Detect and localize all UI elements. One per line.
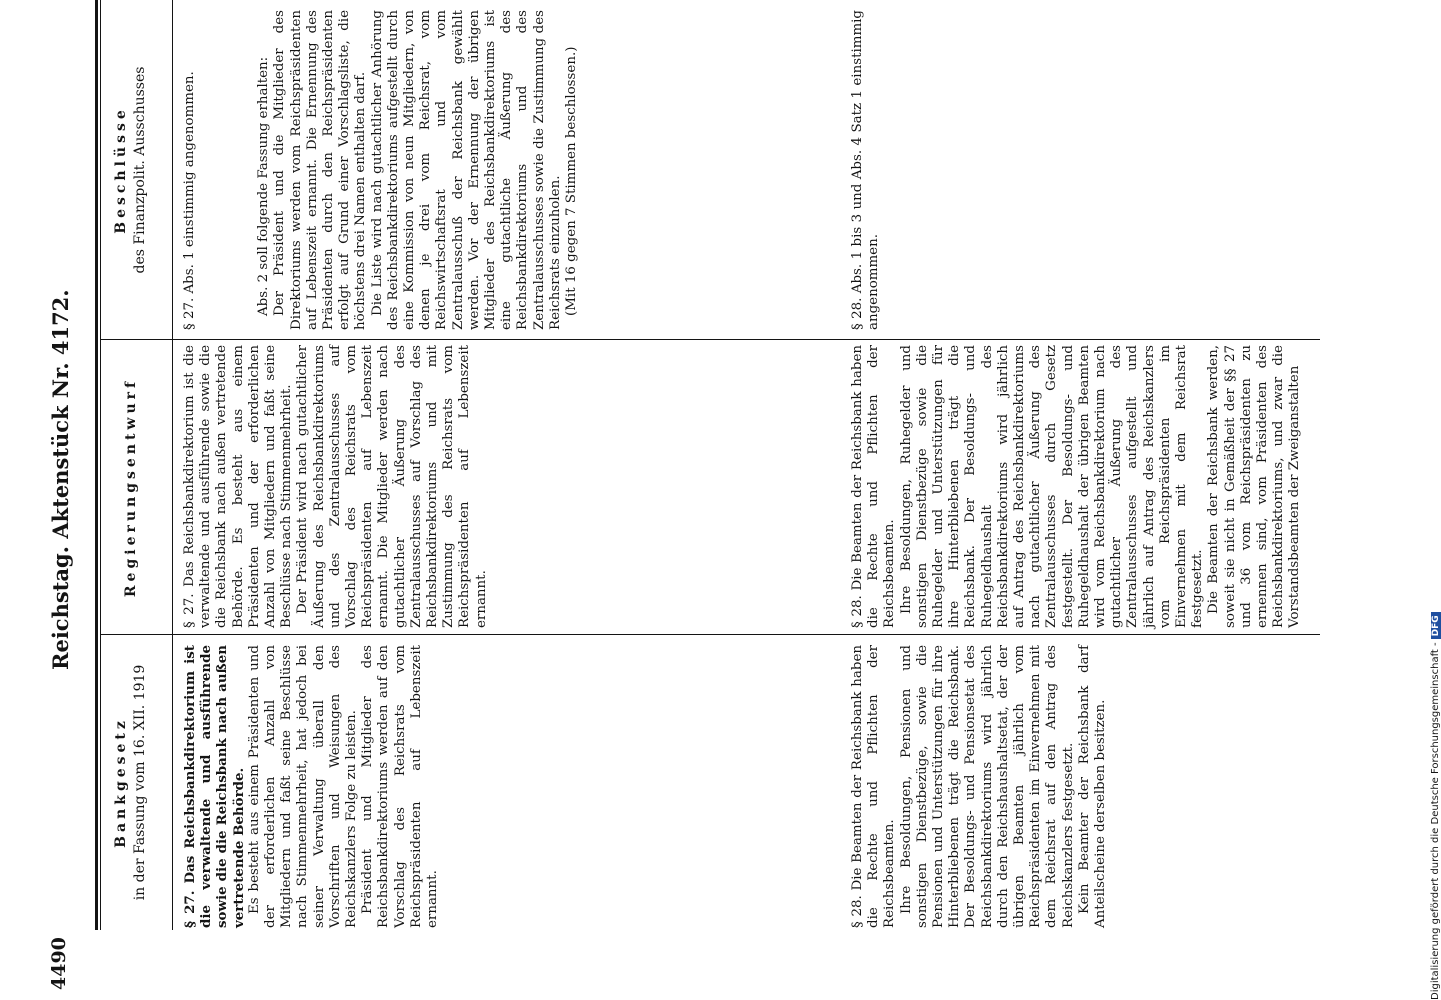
paragraph: § 28. Abs. 1 bis 3 und Abs. 4 Satz 1 einstimmig angenommen. [850, 10, 882, 330]
column-header-beschluesse [112, 0, 150, 340]
column-beschluesse-s28 [850, 10, 882, 330]
column-regierungsentwurf-s27 [182, 345, 490, 628]
column-bankgesetz-s28 [850, 645, 1109, 928]
running-title: Reichstag. Aktenstück Nr. 4172. [48, 289, 73, 670]
paragraph: Präsident und Mitglieder des Reichsbankdirektoriums werden auf den Vorschlag des Reichsrats vom Reichspräsidenten auf Lebenszeit ernannt. [360, 645, 441, 928]
paragraph: Der Präsident wird nach gutachtlicher Äußerung des Reichsbankdirektoriums und des Zentralausschusses auf Vorschlag des Reichsrats vom Reichspräsidenten auf Lebenszeit ernannt. Die Mitglieder werden nach gutachtlicher Äußerung des Zentralausschusses auf Vorschlag des Reichsbankdirektoriums und mit Zustimmung des Reichsrats vom Reichspräsidenten auf Lebenszeit ernannt. [295, 345, 489, 628]
header-rule [172, 0, 173, 930]
column-title: Beschlüsse [113, 106, 129, 234]
column-regierungsentwurf-s28 [850, 345, 1304, 628]
column-divider-2 [100, 339, 1320, 340]
top-rule-thick [95, 0, 98, 930]
column-title: Regierungsentwurf [123, 377, 139, 598]
column-subtitle: des Finanzpolit. Ausschusses [132, 66, 148, 274]
paragraph: Ihre Besoldungen, Ruhegelder und sonstigen Dienstbezüge sowie die Ruhegelder und Unterstützungen für ihre Hinterbliebenen trägt die Reichsbank. Der Besoldungs- und Ruhegeldhaushalt des Reichsbankdirektoriums wird jährlich auf Antrag des Reichsbankdirektoriums nach gutachtlicher Äußerung des Zentralausschusses durch Gesetz festgestellt. Der Besoldungs- und Ruhegeldhaushalt der übrigen Beamten wird vom Reichsbankdirektorium nach gutachtlicher Äußerung des Zentralausschusses aufgestellt und jährlich auf Antrag des Reichskanzlers vom Reichspräsidenten im Einvernehmen mit dem Reichsrat festgesetzt. [898, 345, 1206, 628]
column-header-bankgesetz [112, 635, 150, 930]
column-beschluesse-s27 [182, 10, 580, 330]
paragraph: § 27. Das Reichsbankdirektorium ist die verwaltende und ausführende sowie die die Reichsbank nach außen vertretende Behörde. [182, 645, 247, 928]
paragraph: Der Präsident und die Mitglieder des Direktoriums werden vom Reichspräsidenten auf Lebenszeit ernannt. Die Ernennung des Präsidenten durch den Reichspräsidenten erfolgt auf Grund einer Vorschlagsliste, die höchstens drei Namen enthalten darf. [272, 10, 369, 330]
paragraph: Die Liste wird nach gutachtlicher Anhörung des Reichsbankdirektoriums aufgestellt durch eine Kommission von neun Mitgliedern, von denen je drei vom Reichsrat, vom Reichswirtschaftsrat und vom Zentralausschuß der Reichsbank gewählt werden. Vor der Ernennung der übrigen Mitglieder des Reichsbankdirektoriums ist eine gutachtliche Äußerung des Reichsbankdirektoriums und des Zentralausschusses sowie die Zustimmung des Reichsrats einzuholen. [369, 10, 563, 330]
paragraph: § 27. Abs. 1 einstimmig angenommen. [182, 71, 197, 330]
spacer [198, 10, 256, 330]
column-bankgesetz-s27 [182, 645, 441, 928]
column-header-regierungsentwurf [122, 340, 141, 635]
paragraph: Ihre Besoldungen, Pensionen und sonstigen Dienstbezüge, sowie die Pensionen und Unterstützungen für ihre Hinterbliebenen trägt die Reichsbank. Der Besoldungs- und Pensionsetat des Reichsbankdirektoriums wird jährlich durch den Reichshaushaltsetat, der der übrigen Beamten jährlich vom Reichspräsidenten im Einvernehmen mit dem Reichsrat auf den Antrag des Reichskanzlers festgesetzt. [898, 645, 1076, 928]
paragraph: § 28. Die Beamten der Reichsbank haben die Rechte und Pflichten der Reichsbeamten. [850, 645, 898, 928]
digitization-credit [1414, 0, 1441, 1000]
paragraph: Abs. 2 soll folgende Fassung erhalten: [256, 56, 272, 316]
paragraph: Kein Beamter der Reichsbank darf Anteilscheine derselben besitzen. [1076, 645, 1109, 928]
page-header [48, 0, 88, 1000]
paragraph: § 28. Die Beamten der Reichsbank haben die Rechte und Pflichten der Reichsbeamten. [850, 345, 898, 628]
dfg-logo: DFG [1431, 612, 1441, 639]
page-number: 4490 [48, 937, 70, 990]
paragraph: Es besteht aus einem Präsidenten und der erforderlichen Anzahl von Mitgliedern und faßt seine Beschlüsse nach Stimmenmehrheit, hat jedoch bei seiner Verwaltung überall den Vorschriften und Weisungen des Reichskanzlers Folge zu leisten. [246, 645, 360, 928]
column-title: Bankgesetz [113, 717, 129, 848]
paragraph: § 27. Das Reichsbankdirektorium ist die verwaltende und ausführende sowie die die Reichsbank nach außen vertretende Behörde. Es besteht aus einem Präsidenten und der erforderlichen Anzahl von Mitgliedern und faßt seine Beschlüsse nach Stimmenmehrheit. [182, 345, 295, 628]
column-divider-1 [100, 634, 1320, 635]
paragraph: (Mit 16 gegen 7 Stimmen beschlossen.) [564, 46, 580, 316]
paragraph: Die Beamten der Reichsbank werden, soweit sie nicht in Gemäßheit der §§ 27 und 36 vom Reichspräsidenten zu ernennen sind, vom Präsidenten des Reichsbankdirektoriums, und zwar die Vorstandsbeamten der Zweiganstalten [1206, 345, 1303, 628]
top-rule-thin [100, 0, 101, 930]
credit-text: Digitalisierung gefördert durch die Deutsche Forschungsgemeinschaft - [1430, 642, 1441, 1000]
column-subtitle: in der Fassung vom 16. XII. 1919 [132, 664, 148, 901]
